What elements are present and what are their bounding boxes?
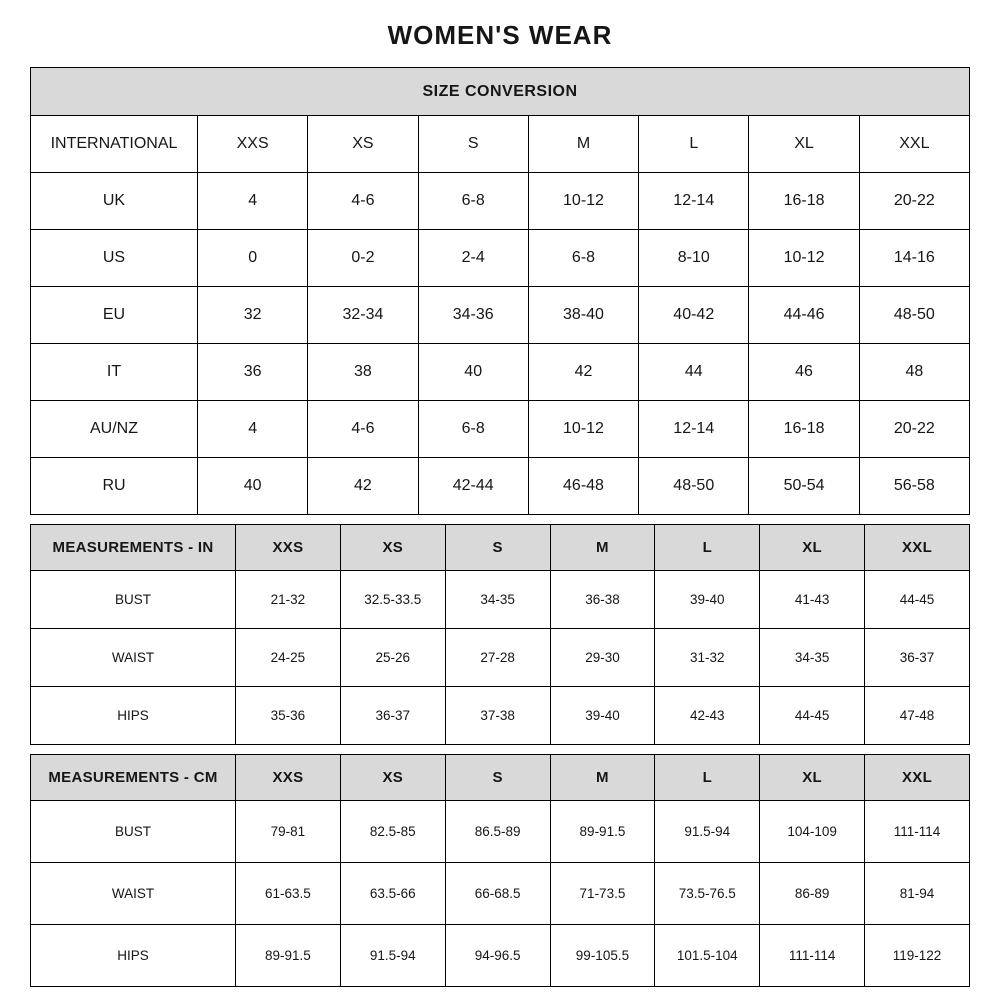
row-label-cell: BUST (31, 571, 236, 629)
table-row (31, 629, 970, 687)
value-cell: 42 (308, 458, 418, 515)
measurements-cm-body (31, 801, 970, 987)
value-cell: 21-32 (236, 571, 341, 629)
value-cell: 4-6 (308, 173, 418, 230)
value-cell: 6-8 (528, 230, 638, 287)
value-cell: 38-40 (528, 287, 638, 344)
value-cell: 36-37 (865, 629, 970, 687)
value-cell: 89-91.5 (550, 801, 655, 863)
value-cell: L (639, 116, 749, 173)
row-label-cell: HIPS (31, 925, 236, 987)
row-label-cell: BUST (31, 801, 236, 863)
table-row (31, 401, 970, 458)
value-cell: 10-12 (528, 173, 638, 230)
value-cell: 44-45 (865, 571, 970, 629)
page-title: WOMEN'S WEAR (387, 20, 613, 50)
value-cell: 91.5-94 (655, 801, 760, 863)
value-cell: 86-89 (760, 863, 865, 925)
value-cell: 56-58 (859, 458, 969, 515)
value-cell: 44-45 (760, 687, 865, 745)
value-cell: 101.5-104 (655, 925, 760, 987)
value-cell: 24-25 (236, 629, 341, 687)
table-row (31, 287, 970, 344)
size-conversion-banner-row (31, 68, 970, 116)
value-cell: 81-94 (865, 863, 970, 925)
value-cell: 16-18 (749, 173, 859, 230)
row-label-cell: WAIST (31, 629, 236, 687)
value-cell: 86.5-89 (445, 801, 550, 863)
value-cell: 36 (198, 344, 308, 401)
value-cell: 6-8 (418, 173, 528, 230)
value-cell: 111-114 (760, 925, 865, 987)
value-cell: 32-34 (308, 287, 418, 344)
value-cell: 0-2 (308, 230, 418, 287)
value-cell: 66-68.5 (445, 863, 550, 925)
size-conversion-banner: SIZE CONVERSION (31, 68, 970, 116)
value-cell: 111-114 (865, 801, 970, 863)
table-row (31, 925, 970, 987)
value-cell: 40 (198, 458, 308, 515)
value-cell: 39-40 (655, 571, 760, 629)
value-cell: 32 (198, 287, 308, 344)
measurements-in-header-row (31, 525, 970, 571)
value-cell: 35-36 (236, 687, 341, 745)
size-header-cell: XS (340, 755, 445, 801)
value-cell: 104-109 (760, 801, 865, 863)
size-conversion-body (31, 116, 970, 515)
row-label-cell: INTERNATIONAL (31, 116, 198, 173)
measurements-cm-header-row (31, 755, 970, 801)
table-row (31, 230, 970, 287)
size-header-cell: XL (760, 525, 865, 571)
value-cell: 8-10 (639, 230, 749, 287)
table-row (31, 801, 970, 863)
value-cell: 0 (198, 230, 308, 287)
value-cell: 71-73.5 (550, 863, 655, 925)
size-header-cell: L (655, 525, 760, 571)
value-cell: 14-16 (859, 230, 969, 287)
row-label-cell: US (31, 230, 198, 287)
value-cell: 31-32 (655, 629, 760, 687)
value-cell: 99-105.5 (550, 925, 655, 987)
value-cell: 119-122 (865, 925, 970, 987)
value-cell: 4-6 (308, 401, 418, 458)
value-cell: 10-12 (528, 401, 638, 458)
row-label-cell: RU (31, 458, 198, 515)
value-cell: 50-54 (749, 458, 859, 515)
value-cell: 12-14 (639, 173, 749, 230)
value-cell: 40 (418, 344, 528, 401)
row-label-cell: EU (31, 287, 198, 344)
value-cell: 32.5-33.5 (340, 571, 445, 629)
value-cell: 36-38 (550, 571, 655, 629)
table-title-cell: MEASUREMENTS - IN (31, 525, 236, 571)
table-row (31, 863, 970, 925)
row-label-cell: IT (31, 344, 198, 401)
value-cell: XL (749, 116, 859, 173)
value-cell: 20-22 (859, 173, 969, 230)
value-cell: 47-48 (865, 687, 970, 745)
table-row (31, 344, 970, 401)
measurements-cm-table (30, 754, 970, 987)
value-cell: 63.5-66 (340, 863, 445, 925)
value-cell: 34-35 (760, 629, 865, 687)
size-header-cell: S (445, 755, 550, 801)
size-header-cell: XXS (236, 755, 341, 801)
table-row (31, 571, 970, 629)
value-cell: 91.5-94 (340, 925, 445, 987)
table-row (31, 116, 970, 173)
value-cell: 6-8 (418, 401, 528, 458)
value-cell: XXL (859, 116, 969, 173)
value-cell: 12-14 (639, 401, 749, 458)
size-header-cell: XXS (236, 525, 341, 571)
value-cell: 94-96.5 (445, 925, 550, 987)
value-cell: 25-26 (340, 629, 445, 687)
value-cell: 4 (198, 173, 308, 230)
value-cell: 20-22 (859, 401, 969, 458)
value-cell: 79-81 (236, 801, 341, 863)
value-cell: 34-35 (445, 571, 550, 629)
value-cell: 61-63.5 (236, 863, 341, 925)
value-cell: 42-43 (655, 687, 760, 745)
size-header-cell: XS (340, 525, 445, 571)
value-cell: 44-46 (749, 287, 859, 344)
size-conversion-table (30, 67, 970, 515)
value-cell: 4 (198, 401, 308, 458)
value-cell: 2-4 (418, 230, 528, 287)
measurements-in-body (31, 571, 970, 745)
size-header-cell: XL (760, 755, 865, 801)
value-cell: 44 (639, 344, 749, 401)
size-header-cell: S (445, 525, 550, 571)
measurements-in-table (30, 524, 970, 745)
value-cell: 48 (859, 344, 969, 401)
value-cell: 82.5-85 (340, 801, 445, 863)
value-cell: 37-38 (445, 687, 550, 745)
value-cell: 42 (528, 344, 638, 401)
value-cell: 40-42 (639, 287, 749, 344)
value-cell: 29-30 (550, 629, 655, 687)
table-title-cell: MEASUREMENTS - CM (31, 755, 236, 801)
table-row (31, 173, 970, 230)
size-header-cell: L (655, 755, 760, 801)
value-cell: S (418, 116, 528, 173)
value-cell: 89-91.5 (236, 925, 341, 987)
size-header-cell: XXL (865, 525, 970, 571)
value-cell: 48-50 (639, 458, 749, 515)
value-cell: 36-37 (340, 687, 445, 745)
row-label-cell: UK (31, 173, 198, 230)
value-cell: 27-28 (445, 629, 550, 687)
value-cell: 34-36 (418, 287, 528, 344)
value-cell: XXS (198, 116, 308, 173)
table-row (31, 687, 970, 745)
row-label-cell: AU/NZ (31, 401, 198, 458)
row-label-cell: WAIST (31, 863, 236, 925)
value-cell: 48-50 (859, 287, 969, 344)
value-cell: 39-40 (550, 687, 655, 745)
row-label-cell: HIPS (31, 687, 236, 745)
value-cell: 73.5-76.5 (655, 863, 760, 925)
value-cell: 16-18 (749, 401, 859, 458)
value-cell: 38 (308, 344, 418, 401)
value-cell: 46-48 (528, 458, 638, 515)
value-cell: 41-43 (760, 571, 865, 629)
value-cell: 46 (749, 344, 859, 401)
size-header-cell: M (550, 525, 655, 571)
size-header-cell: M (550, 755, 655, 801)
value-cell: XS (308, 116, 418, 173)
size-header-cell: XXL (865, 755, 970, 801)
value-cell: 42-44 (418, 458, 528, 515)
value-cell: M (528, 116, 638, 173)
value-cell: 10-12 (749, 230, 859, 287)
table-row (31, 458, 970, 515)
